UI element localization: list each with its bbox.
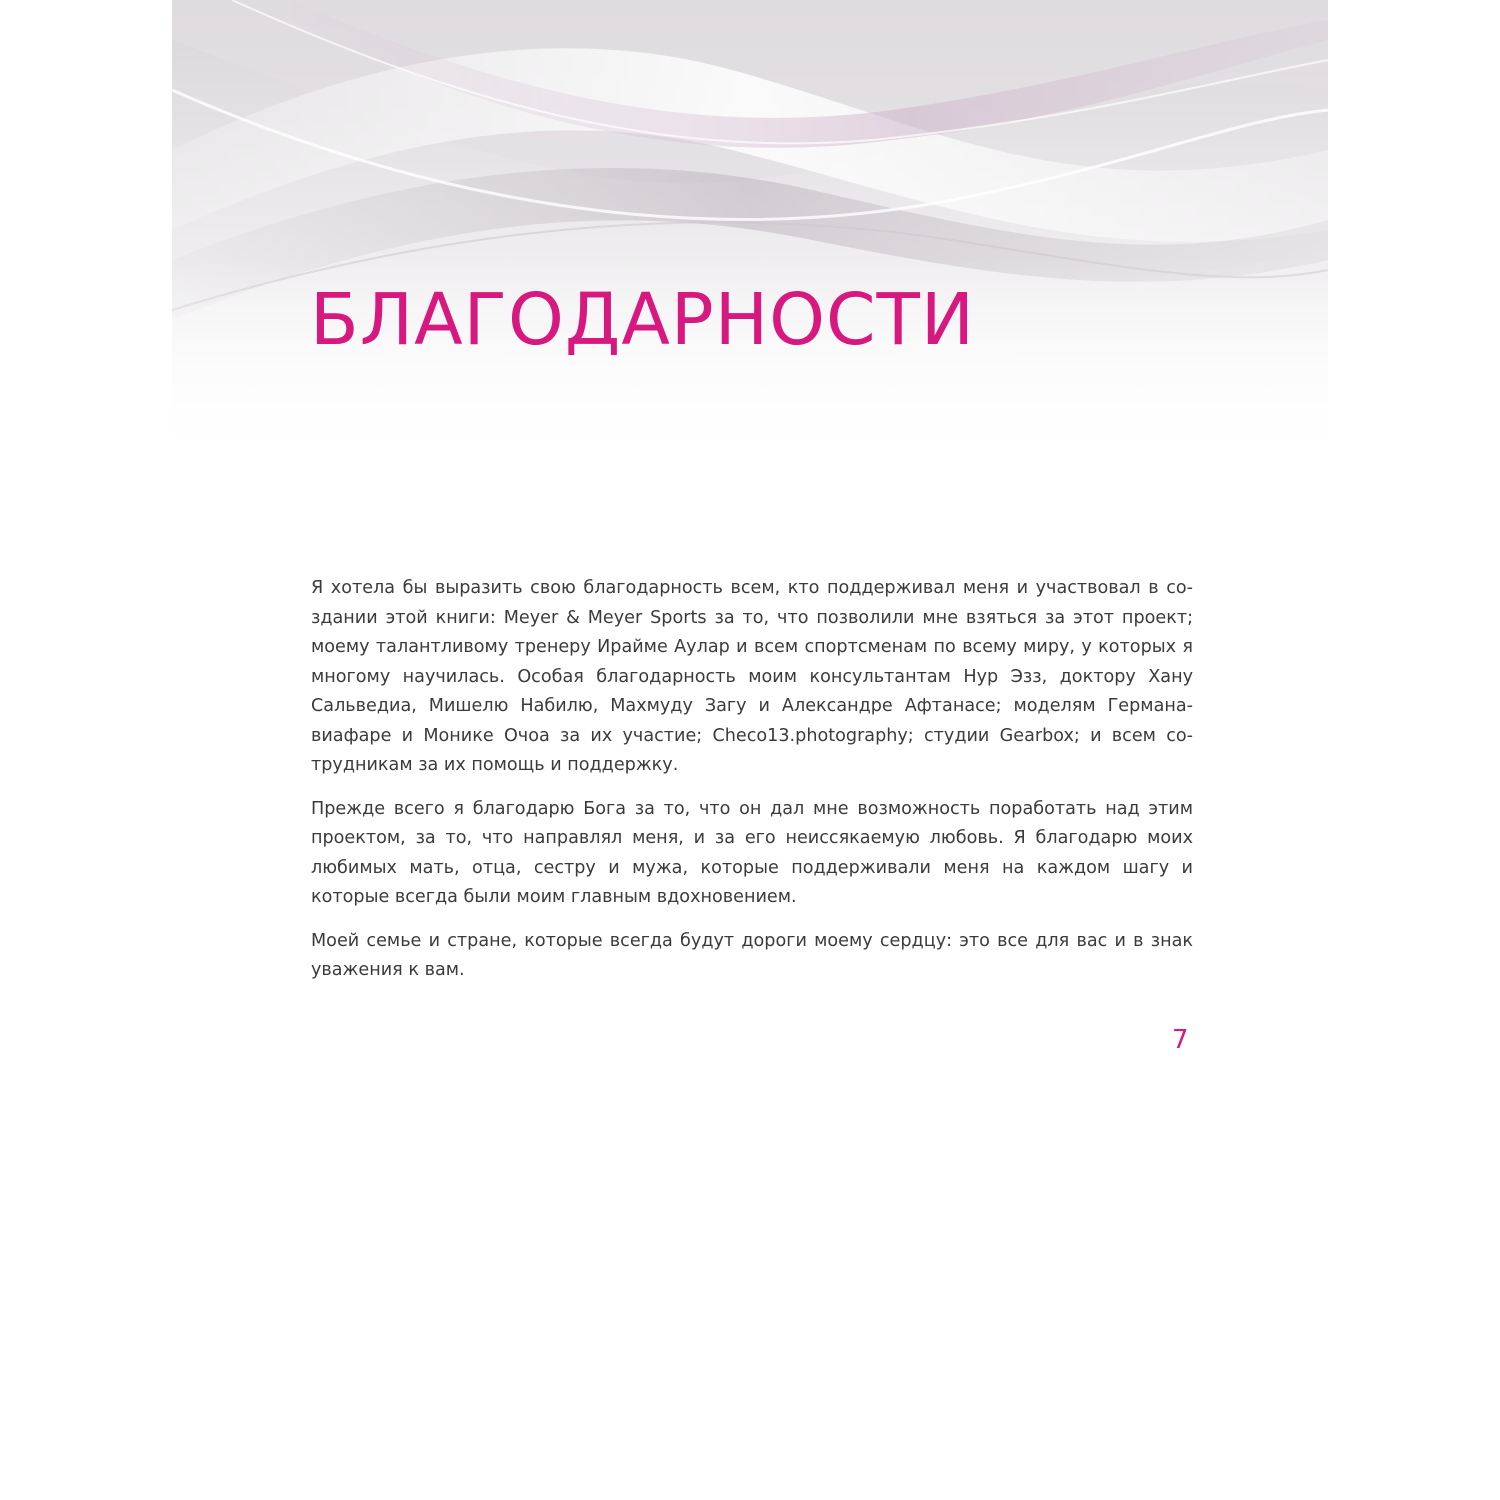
header-wave-decoration	[172, 0, 1328, 470]
page-title: БЛАГОДАРНОСТИ	[310, 278, 976, 361]
paragraph: Моей семье и стране, которые всегда будут дороги моему сердцу: это все для вас и в знак уважения к вам.	[311, 930, 1193, 980]
page-number: 7	[1172, 1025, 1189, 1055]
paragraph: Я хотела бы выразить свою благодарность всем, кто поддерживал меня и участвовал в создании этой книги: Meyer & Meyer Sports за то, что позволили мне взяться за этот проект; моему талантливому тренеру Ирайме Аулар и всем спортсменам по всему миру, у которых я многому научилась. Особая благодарность моим консультантам Нур Эзз, доктору Хану Сальведиа, Мишелю Набилю, Махмуду Загу и Александре Афтанасе; моделям Германавиафаре и Монике Очоа за их участие; Checo13.photography; студии Gearbox; и всем сотрудникам за их помощь и поддержку.	[311, 578, 1193, 775]
acknowledgements-text	[311, 574, 1193, 1000]
paragraph: Прежде всего я благодарю Бога за то, что он дал мне возможность поработать над этим проектом, за то, что направлял меня, и за его неиссякаемую любовь. Я благодарю моих любимых мать, отца, сестру и мужа, которые поддерживали меня на каждом шагу и которые всегда были моим главным вдохновением.	[311, 798, 1193, 907]
